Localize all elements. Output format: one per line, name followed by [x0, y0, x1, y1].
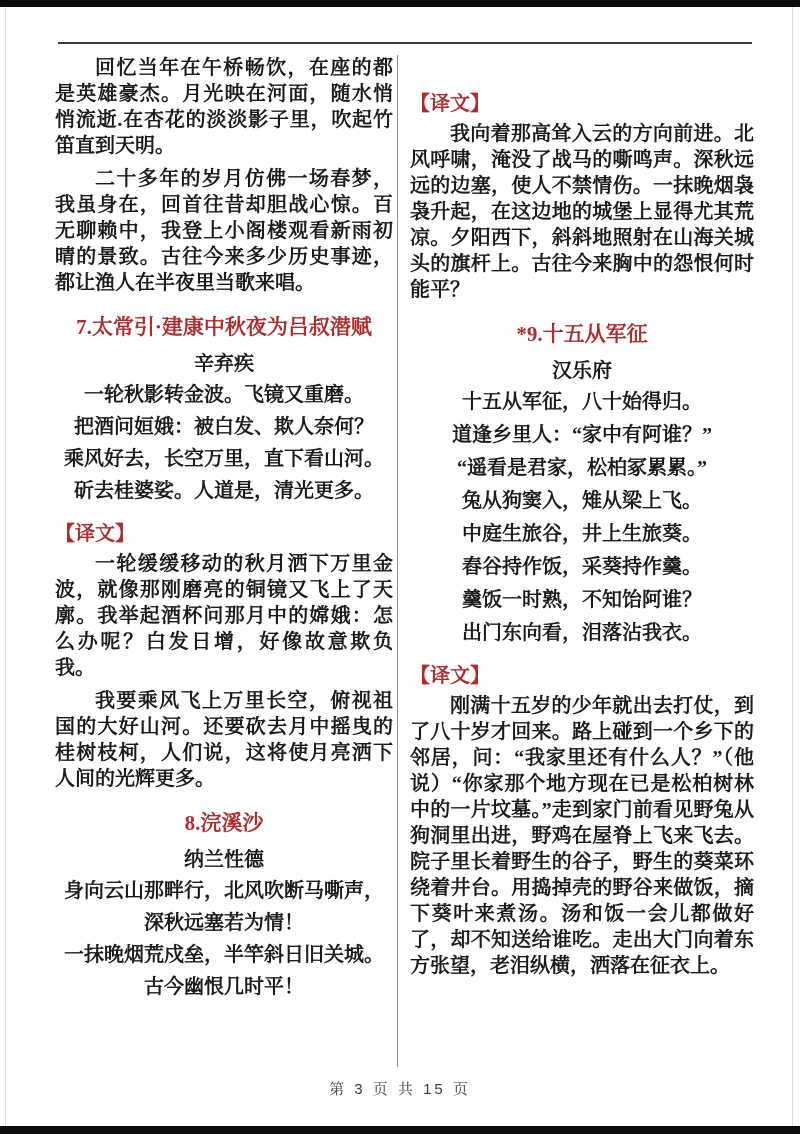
page-footer: 第 3 页 共 15 页 — [329, 1081, 471, 1098]
poem-8-line: 身向云山那畔行，北风吹断马嘶声， — [64, 880, 384, 902]
poem-8-line: 一抹晚烟荒戍垒，半竿斜日旧关城。 — [64, 944, 384, 966]
poem-7-author: 辛弃疾 — [194, 353, 254, 375]
page-left-edge — [5, 7, 6, 1126]
photo-bottom-edge — [0, 1126, 800, 1134]
poem-9-line: “遥看是君家，松柏冢累累。” — [457, 457, 707, 479]
poem-7-title: 7.太常引·建康中秋夜为吕叔潜赋 — [76, 315, 372, 339]
left-column — [55, 55, 395, 1067]
translation-label: 【译文】 — [55, 523, 135, 545]
poem-7-line: 把酒问姮娥：被白发、欺人奈何？ — [74, 416, 374, 438]
poem-9-line: 十五从军征，八十始得归。 — [462, 391, 702, 413]
poem-7-line: 一轮秋影转金波。飞镜又重磨。 — [84, 384, 364, 406]
poem-9-line: 出门东向看，泪落沾我衣。 — [462, 622, 702, 644]
translation-paragraph: 刚满十五岁的少年就出去打仗，到了八十岁才回来。路上碰到一个乡下的邻居，问：“我家里还有什么人？”（他说）“你家那个地方现在已是松柏树林中的一片坟墓。”走到家门前看见野兔从狗洞里出进，野鸡在屋脊上飞来飞去。院子里长着野生的谷子，野生的葵菜环绕着井台。用捣掉壳的野谷来做饭，摘下葵叶来煮汤。汤和饭一会儿都做好了，却不知送给谁吃。走出大门向着东方张望，老泪纵横，洒落在征衣上。 — [410, 695, 754, 977]
translation-paragraph: 一轮缓缓移动的秋月洒下万里金波，就像那刚磨亮的铜镜又飞上了天廓。我举起酒杯问那月中的嫦娥：怎么办呢？白发日增，好像故意欺负我。 — [55, 553, 393, 679]
poem-8-line: 深秋远塞若为情！ — [144, 912, 304, 934]
translation-paragraph: 二十多年的岁月仿佛一场春梦，我虽身在，回首往昔却胆战心惊。百无聊赖中，我登上小阁楼观看新雨初晴的景致。古往今来多少历史事迹，都让渔人在半夜里当歌来唱。 — [55, 168, 393, 294]
poem-7-line: 斫去桂婆娑。人道是，清光更多。 — [74, 480, 374, 502]
translation-label: 【译文】 — [410, 93, 490, 115]
poem-9-line: 道逢乡里人：“家中有阿谁？” — [452, 424, 712, 446]
poem-8-title: 8.浣溪沙 — [184, 811, 264, 835]
translation-paragraph: 我要乘风飞上万里长空，俯视祖国的大好山河。还要砍去月中摇曳的桂树枝柯，人们说，这将使月亮洒下人间的光辉更多。 — [55, 690, 393, 790]
poem-9-author: 汉乐府 — [552, 360, 612, 382]
translation-label: 【译文】 — [410, 665, 490, 687]
header-rule — [58, 42, 752, 44]
poem-9-line: 兔从狗窦入，雉从梁上飞。 — [462, 490, 702, 512]
poem-8-line: 古今幽恨几时平！ — [144, 976, 304, 998]
poem-9-title: *9.十五从军征 — [516, 322, 648, 346]
document-body — [55, 55, 754, 1067]
page-right-edge — [792, 7, 793, 1126]
poem-9-line: 中庭生旅谷，井上生旅葵。 — [462, 523, 702, 545]
poem-9-line: 舂谷持作饭，采葵持作羹。 — [462, 556, 702, 578]
poem-8-author: 纳兰性德 — [184, 849, 264, 871]
translation-paragraph: 回忆当年在午桥畅饮，在座的都是英雄豪杰。月光映在河面，随水悄悄流逝.在杏花的淡淡影子里，吹起竹笛直到天明。 — [55, 57, 393, 157]
poem-9-line: 羹饭一时熟，不知饴阿谁？ — [462, 589, 702, 611]
photo-top-edge — [0, 0, 800, 7]
translation-paragraph: 我向着那高耸入云的方向前进。北风呼啸，淹没了战马的嘶鸣声。深秋远远的边塞，使人不禁情伤。一抹晚烟袅袅升起，在这边地的城堡上显得尤其荒凉。夕阳西下，斜斜地照射在山海关城头的旗杆上。古往今来胸中的怨恨何时能平？ — [410, 123, 754, 301]
poem-7-line: 乘风好去，长空万里，直下看山河。 — [64, 448, 384, 470]
right-column — [398, 55, 754, 1067]
